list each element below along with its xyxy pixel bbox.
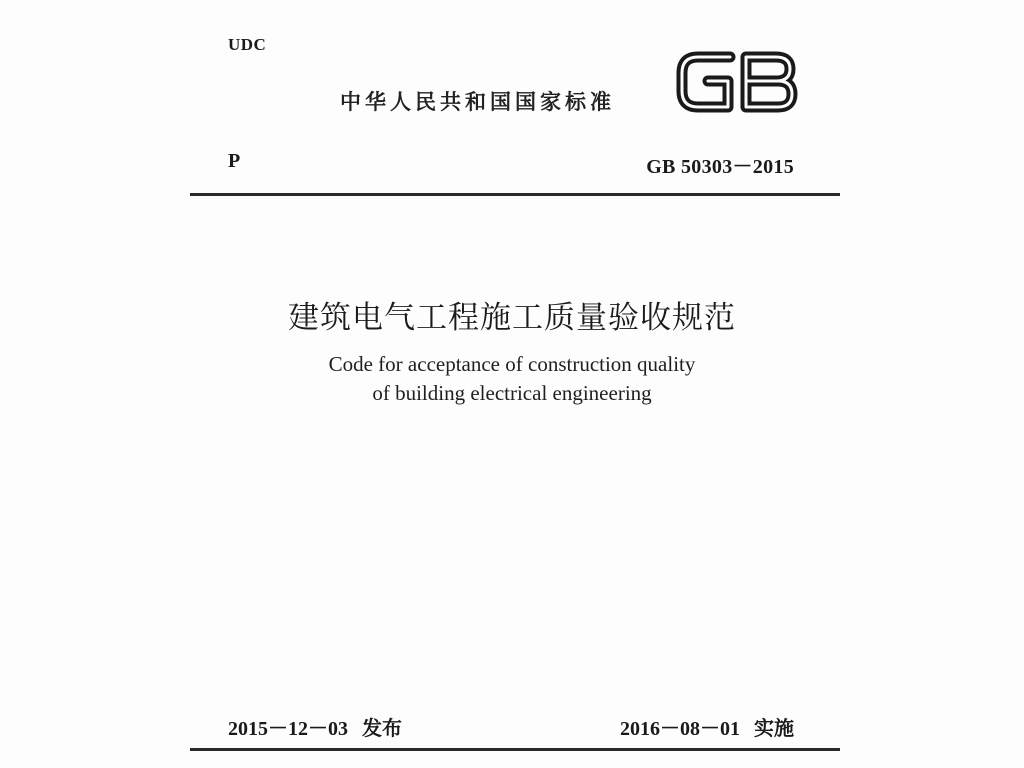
national-standard-heading: 中华人民共和国国家标准 xyxy=(340,90,615,114)
udc-label: UDC xyxy=(228,35,267,54)
category-code: P xyxy=(228,150,241,172)
issue-date-block xyxy=(228,712,402,741)
effective-date: 2016－08－01 xyxy=(620,718,740,740)
title-english-line-1: Code for acceptance of construction quality xyxy=(328,352,696,376)
gb-logo-icon xyxy=(676,51,798,113)
standard-number: GB 50303－2015 xyxy=(646,156,794,178)
title-english-line-2: of building electrical engineering xyxy=(372,381,652,405)
issue-date: 2015－12－03 xyxy=(228,718,348,740)
effective-date-block xyxy=(620,712,794,741)
issue-label: 发布 xyxy=(362,716,402,740)
top-divider xyxy=(190,193,840,196)
effective-label: 实施 xyxy=(754,716,794,740)
title-chinese: 建筑电气工程施工质量验收规范 xyxy=(288,300,736,336)
bottom-divider xyxy=(190,748,840,751)
